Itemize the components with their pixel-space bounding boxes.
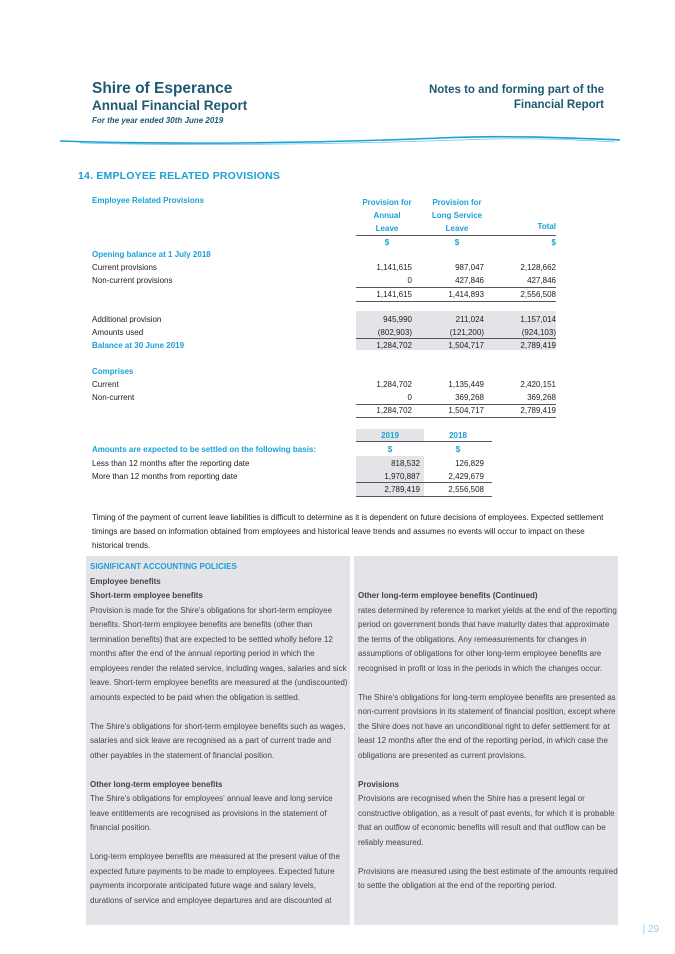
subtotal-value: 1,141,615 [376,290,412,299]
row-value: (121,200) [449,328,484,337]
row-value: 2,429,679 [448,472,484,481]
row-value: (802,903) [377,328,412,337]
short-term-heading: Short-term employee benefits [90,591,203,600]
report-title: Annual Financial Report [92,98,248,113]
total-value: 1,284,702 [376,406,412,415]
opening-balance-label: Opening balance at 1 July 2018 [92,250,211,259]
table2-unit-1: $ [387,445,393,454]
row-value: 2,420,151 [520,380,556,389]
notes-line-2: Financial Report [513,99,604,111]
row-label: Amounts used [92,328,144,337]
balance-rule [356,338,556,339]
row-value: 427,846 [455,276,484,285]
short-term-paragraph: Provision is made for the Shire's obligations for short-term employee benefits. Short-term employee benefits are benefits (other than termination benefits) that are expected to be settled wholly before 12 months after the end of the annual reporting period in which the employees render the related service, including wages, salaries and sick leave. Short-term employee benefits are measured at the (undiscounted) amounts expected to be paid when the obligation is settled. [90,605,348,702]
org-name: Shire of Esperance [92,80,233,97]
table2-header-rule [356,441,492,442]
provisions-paragraph: Provisions are recognised when the Shire has a present legal or constructive obligation, as a result of past events, for which it is probable that an outflow of economic benefits will result and that outflow can be reliably measured. [358,794,615,847]
subtotal-rule [356,287,556,288]
row-value: 987,047 [455,263,484,272]
subtotal-rule [356,301,556,302]
row-value: 1,284,702 [376,341,412,350]
total-value: 2,556,508 [448,485,484,494]
table2-heading: Amounts are expected to be settled on the following basis: [92,445,317,454]
report-period: For the year ended 30th June 2019 [92,116,224,125]
row-value: 0 [407,276,412,285]
comprises-label: Comprises [92,367,134,376]
row-label: Non-current provisions [92,276,173,285]
balance-label: Balance at 30 June 2019 [92,341,185,350]
row-value: 2,789,419 [520,341,556,350]
row-value: 126,829 [455,459,484,468]
total-value: 1,504,717 [448,406,484,415]
row-label: Non-current [92,393,135,402]
row-value: 1,970,887 [384,472,420,481]
notes-line-1: Notes to and forming part of the [428,84,604,96]
row-value: 211,024 [455,315,484,324]
table1-col0-header: Employee Related Provisions [92,196,205,205]
continued-paragraph: rates determined by reference to market yields at the end of the reporting period on government bonds that have maturity dates that approximate the terms of the obligations. Any remeasurements for changes in assumptions of obligations for other long-term employee benefits are recognised in profit or loss in the periods in which the changes occur. [358,605,617,673]
total-value: 2,789,419 [384,485,420,494]
header-swoosh [60,132,620,148]
table2-unit-2: $ [455,445,461,454]
row-label: Current provisions [92,263,157,272]
table1-col1-header: Provision for Annual Leave [362,198,412,233]
short-term-paragraph-2: The Shire's obligations for short-term employee benefits such as wages, salaries and sick leave are recognised as a part of current trade and other payables in the statement of financial position. [90,721,346,760]
row-value: 1,504,717 [448,341,484,350]
row-value: 1,135,449 [448,380,484,389]
table2-total-rule [356,482,492,483]
long-term-obligations-paragraph: The Shire's obligations for long-term employee benefits are presented as non-current provisions in its statement of financial position, except where the Shire does not have an unconditional right to defer settlement for at least 12 months after the end of the reporting period, in which case the obligations are presented as current provisions. [358,692,616,760]
table1-unit-2: $ [454,238,460,247]
row-label: Current [92,380,119,389]
row-value: 1,157,014 [520,315,556,324]
row-value: 1,284,702 [376,380,412,389]
provisions-measure-paragraph: Provisions are measured using the best estimate of the amounts required to settle the obligation at the end of the reporting period. [358,866,618,890]
total-value: 2,789,419 [520,406,556,415]
row-label: Less than 12 months after the reporting date [92,459,250,468]
other-long-term-continued-heading: Other long-term employee benefits (Continued) [358,591,538,600]
row-value: 945,990 [383,315,412,324]
policies-title: SIGNIFICANT ACCOUNTING POLICIES [90,562,237,571]
subtotal-value: 2,556,508 [520,290,556,299]
total-rule [356,417,556,418]
row-value: 2,128,662 [520,263,556,272]
subtotal-value: 1,414,893 [448,290,484,299]
table1-col3-header: Total [537,222,556,231]
policies-left-box [86,556,350,925]
other-long-term-heading: Other long-term employee benefits [90,779,223,789]
row-value: 369,268 [455,393,484,402]
table2-year-2019: 2019 [381,431,399,440]
table2-total-rule [356,496,492,497]
other-long-term-paragraph: The Shire's obligations for employees' annual leave and long service leave entitlements are recognised as provisions in the statement of financial position. [90,794,333,832]
row-value: 369,268 [527,393,556,402]
employee-benefits-heading: Employee benefits [90,576,161,586]
table1-col2-header: Provision for Long Service Leave [431,198,483,233]
row-value: 1,141,615 [376,263,412,272]
row-value: 818,532 [391,459,420,468]
timing-paragraph: Timing of the payment of current leave liabilities is difficult to determine as it is dependent on future decisions of employees. Expected settlement timings are based on information obtained from employees and historical leave trends and assumes no events will occur to impact on these historical trends. [92,513,604,550]
row-value: 0 [407,393,412,402]
total-rule [356,404,556,405]
table2-year-2018: 2018 [449,431,467,440]
section-title: 14. EMPLOYEE RELATED PROVISIONS [78,170,281,182]
table1-unit-3: $ [551,238,556,247]
provisions-heading: Provisions [358,779,399,789]
row-label: More than 12 months from reporting date [92,472,238,481]
long-term-measure-paragraph: Long-term employee benefits are measured at the present value of the expected future payments to be made to employees. Expected future payments incorporate anticipated future wage and salary levels, durations of service and employee departures and are discounted at [90,852,340,905]
page-number: | 29 [642,924,659,935]
table1-unit-1: $ [384,238,390,247]
policies-right-box [354,556,618,925]
row-value: 427,846 [527,276,556,285]
table1-header-rule [356,235,556,236]
row-label: Additional provision [92,315,162,324]
row-value: (924,103) [521,328,556,337]
